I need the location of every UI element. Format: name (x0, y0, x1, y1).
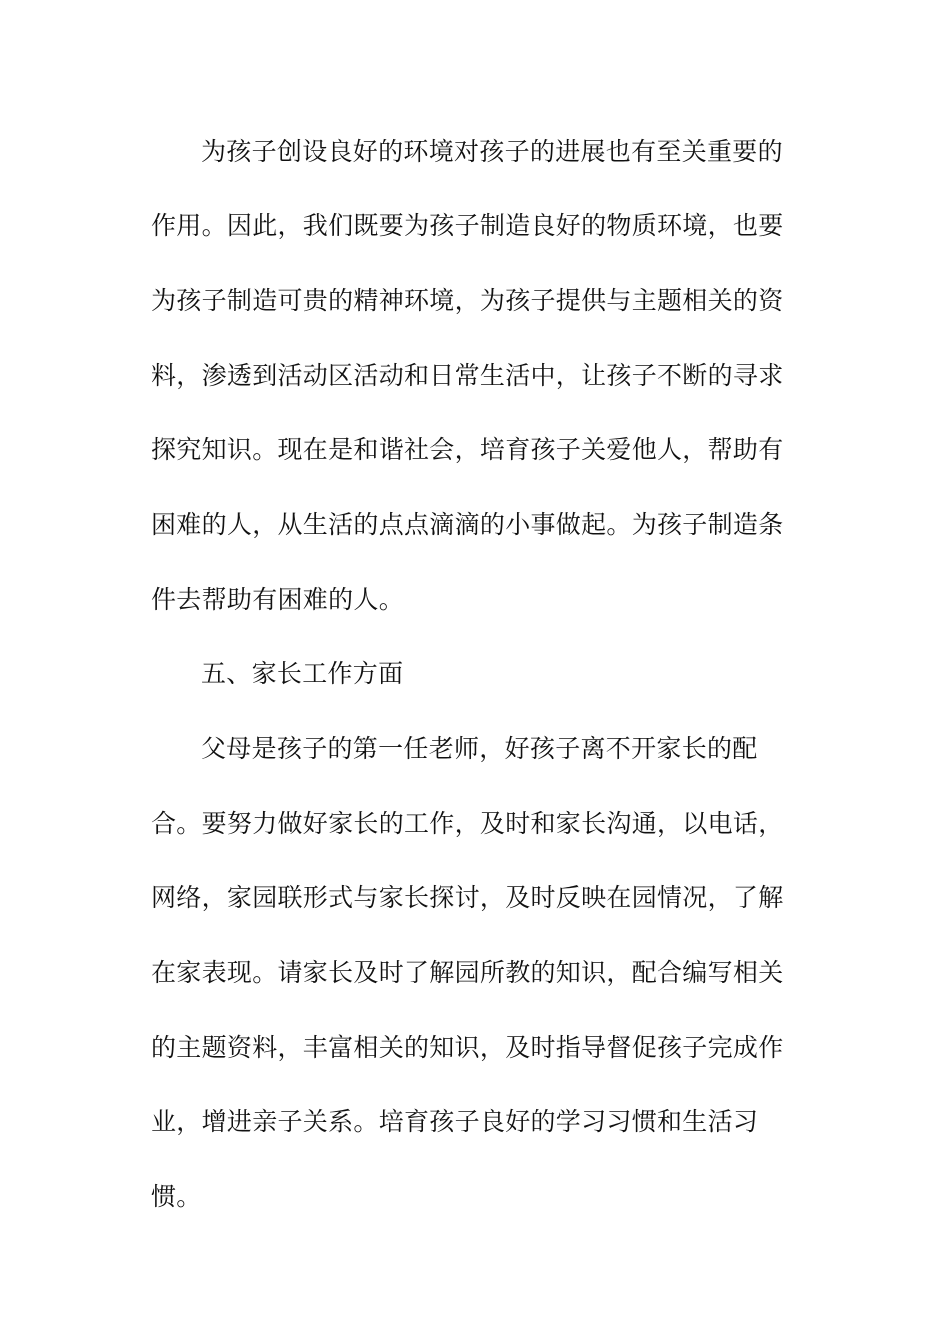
paragraph-line: 料，渗透到活动区活动和日常生活中，让孩子不断的寻求 (151, 361, 784, 390)
paragraph-line: 困难的人，从生活的点点滴滴的小事做起。为孩子制造条 (151, 510, 784, 539)
paragraph-line: 为孩子创设良好的环境对孩子的进展也有至关重要的 (201, 137, 783, 166)
section-heading: 五、家长工作方面 (201, 659, 404, 688)
paragraph-line: 件去帮助有困难的人。 (151, 585, 405, 614)
paragraph-line: 网络，家园联形式与家长探讨，及时反映在园情况，了解 (151, 883, 784, 912)
paragraph-line: 业，增进亲子关系。培育孩子良好的学习习惯和生活习 (151, 1107, 759, 1136)
paragraph-line: 在家表现。请家长及时了解园所教的知识，配合编写相关 (151, 958, 784, 987)
paragraph-line: 作用。因此，我们既要为孩子制造良好的物质环境，也要 (151, 211, 784, 240)
paragraph-line: 父母是孩子的第一任老师，好孩子离不开家长的配 (201, 734, 758, 763)
paragraph-line: 的主题资料，丰富相关的知识，及时指导督促孩子完成作 (151, 1033, 784, 1062)
paragraph-line: 为孩子制造可贵的精神环境，为孩子提供与主题相关的资 (151, 286, 784, 315)
paragraph-line: 合。要努力做好家长的工作，及时和家长沟通，以电话， (151, 809, 784, 838)
paragraph-line: 惯。 (151, 1182, 202, 1211)
paragraph-line: 探究知识。现在是和谐社会，培育孩子关爱他人，帮助有 (151, 435, 784, 464)
